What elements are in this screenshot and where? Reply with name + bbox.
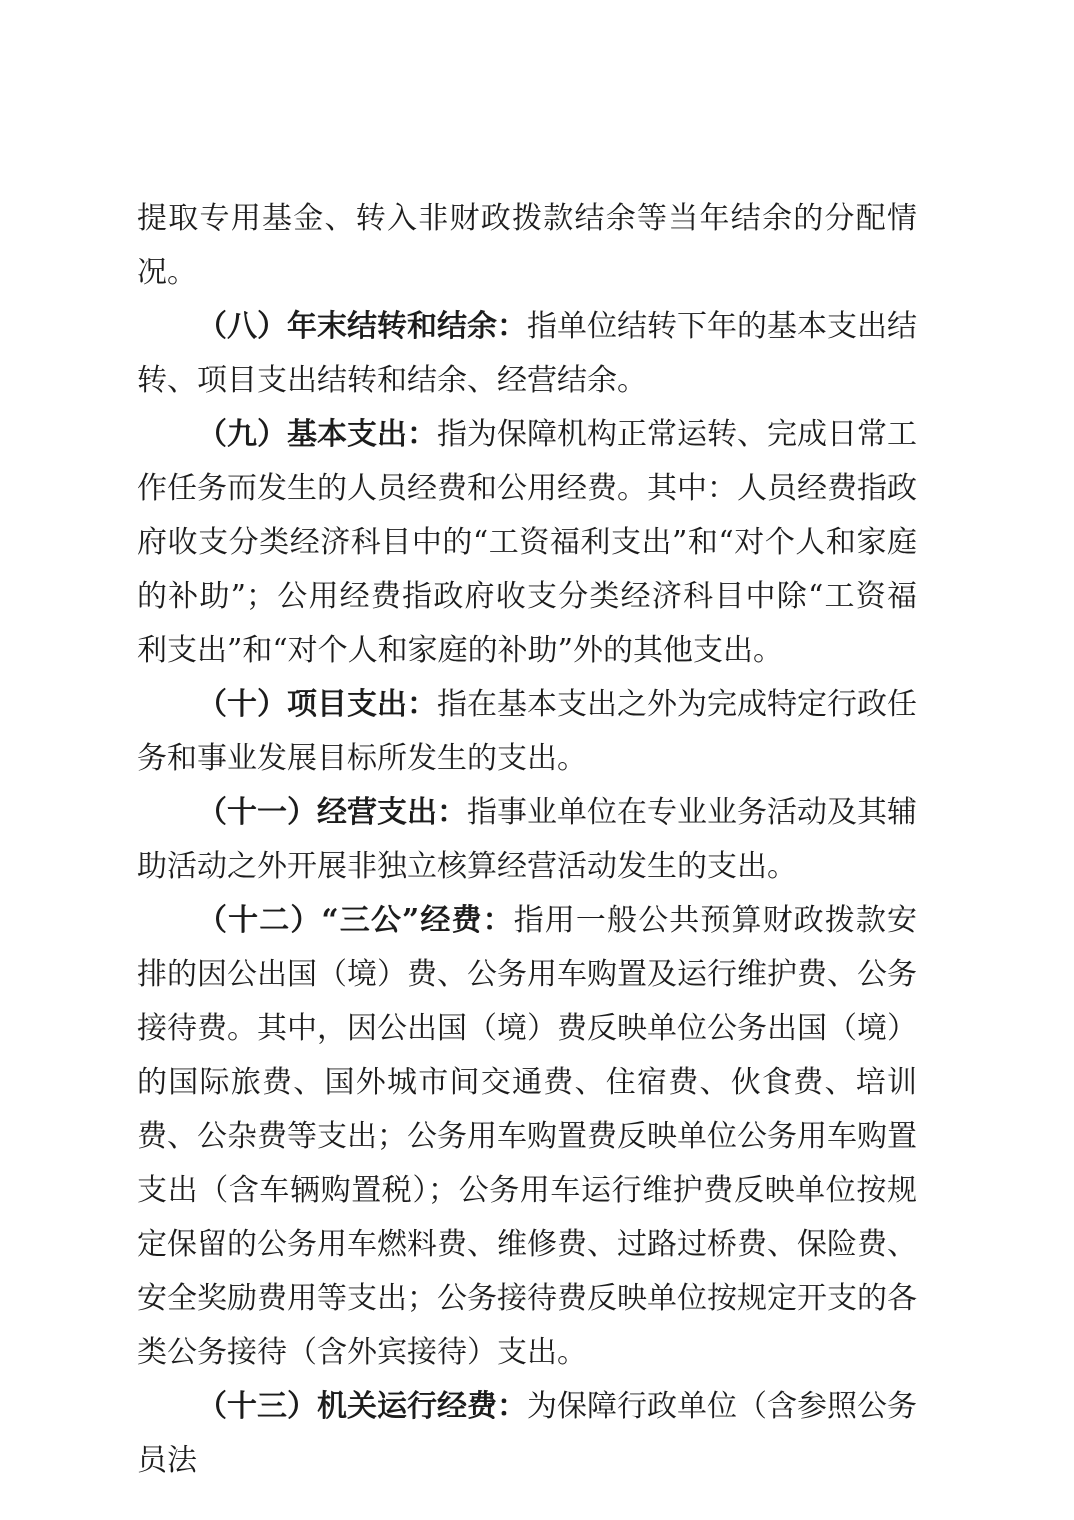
paragraph-clause-12: [137, 894, 917, 1380]
clause-text: 指单位结转下年的基本支出结转、项目支出结转和结余、经营结余。: [137, 309, 917, 398]
clause-text: 指事业单位在专业业务活动及其辅助活动之外开展非独立核算经营活动发生的支出。: [137, 795, 917, 884]
clause-text: 指用一般公共预算财政拨款安排的因公出国（境）费、公务用车购置及运行维护费、公务接待费。其中，因公出国（境）费反映单位公务出国（境）的国际旅费、国外城市间交通费、住宿费、伙食费、培训费、公杂费等支出；公务用车购置费反映单位公务用车购置支出（含车辆购置税）；公务用车运行维护费反映单位按规定保留的公务用车燃料费、维修费、过路过桥费、保险费、安全奖励费用等支出；公务接待费反映单位按规定开支的各类公务接待（含外宾接待）支出。: [137, 903, 917, 1370]
clause-text: 指为保障机构正常运转、完成日常工作任务而发生的人员经费和公用经费。其中：人员经费指政府收支分类经济科目中的“工资福利支出”和“对个人和家庭的补助”；公用经费指政府收支分类经济科目中除“工资福利支出”和“对个人和家庭的补助”外的其他支出。: [137, 417, 917, 668]
clause-label: （十三）机关运行经费：: [197, 1389, 527, 1424]
paragraph-clause-8: [137, 300, 917, 408]
document-body-text: [137, 192, 917, 1488]
paragraph-clause-10: [137, 678, 917, 786]
clause-text: 提取专用基金、转入非财政拨款结余等当年结余的分配情况。: [137, 201, 917, 290]
clause-label: （九）基本支出：: [197, 417, 437, 452]
clause-text: 为保障行政单位（含参照公务员法: [137, 1389, 917, 1478]
clause-label: （八）年末结转和结余：: [197, 309, 527, 344]
clause-label: （十二）“三公”经费：: [197, 903, 514, 938]
clause-text: 指在基本支出之外为完成特定行政任务和事业发展目标所发生的支出。: [137, 687, 917, 776]
paragraph-continuation: [137, 192, 917, 300]
paragraph-clause-11: [137, 786, 917, 894]
clause-label: （十一）经营支出：: [197, 795, 467, 830]
paragraph-clause-13: [137, 1380, 917, 1488]
paragraph-clause-9: [137, 408, 917, 678]
clause-label: （十）项目支出：: [197, 687, 437, 722]
